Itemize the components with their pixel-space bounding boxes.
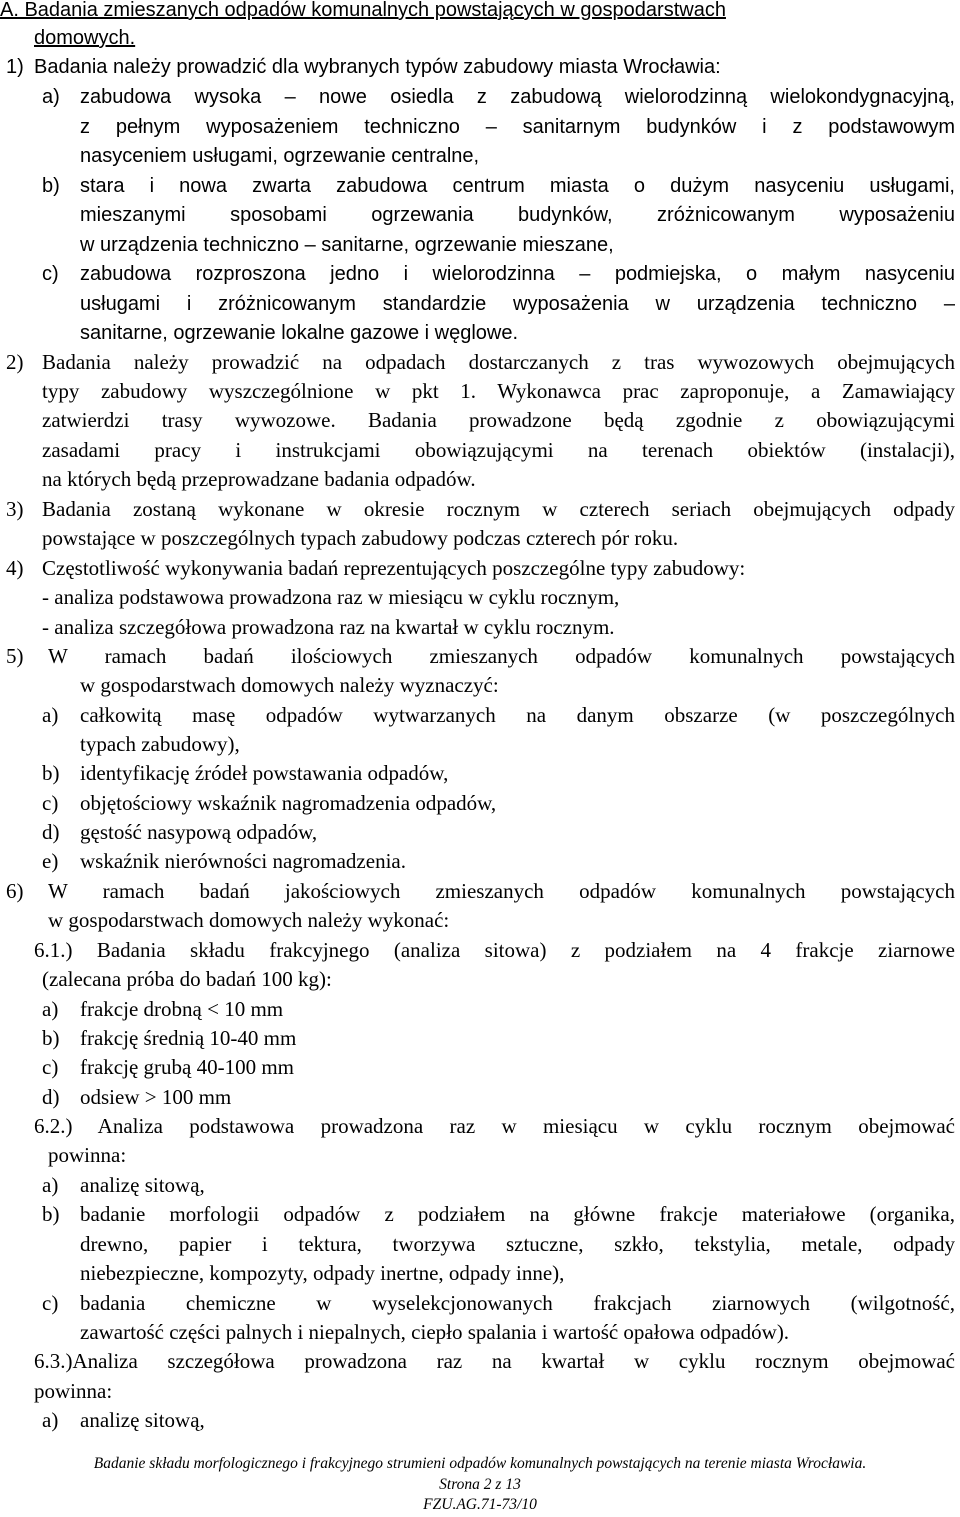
- paragraph-line: Badania należy prowadzić na odpadach dostarczanych z tras wywozowych obejmujących: [42, 350, 955, 374]
- list-text: badanie morfologii odpadów z podziałem na główne frakcje materiałowe (organika,: [80, 1202, 955, 1226]
- paragraph-line: W ramach badań ilościowych zmieszanych odpadów komunalnych powstających: [48, 644, 955, 668]
- paragraph-line: powinna:: [48, 1143, 127, 1167]
- list-text: nasyceniem usługami, ogrzewanie centralne,: [80, 145, 480, 167]
- list-label: a): [42, 86, 60, 108]
- list-text: stara i nowa zwarta zabudowa centrum miasta o dużym nasyceniu usługami,: [80, 175, 955, 197]
- paragraph-line: w gospodarstwach domowych należy wykonać:: [48, 908, 450, 932]
- list-text: typach zabudowy),: [80, 732, 240, 756]
- list-label: b): [42, 175, 60, 197]
- list-label: b): [42, 1026, 60, 1050]
- paragraph-line: (zalecana próba do badań 100 kg):: [42, 967, 332, 991]
- list-text: frakcje drobną < 10 mm: [80, 997, 284, 1021]
- paragraph-line: Częstotliwość wykonywania badań reprezentujących poszczególne typy zabudowy:: [42, 556, 746, 580]
- list-label: d): [42, 1085, 60, 1109]
- subsection-heading: 6.1.) Badania składu frakcyjnego (analiza sitowa) z podziałem na 4 frakcje ziarnowe: [34, 938, 955, 962]
- footer-title: Badanie składu morfologicznego i frakcyjnego strumieni odpadów komunalnych powstających na terenie miasta Wrocławia.: [93, 1455, 867, 1472]
- list-text: odsiew > 100 mm: [80, 1085, 232, 1109]
- document-reference: FZU.AG.71-73/10: [423, 1496, 537, 1513]
- list-text: - analiza podstawowa prowadzona raz w miesiącu w cyklu rocznym,: [42, 585, 620, 609]
- list-text: analizę sitową,: [80, 1173, 205, 1197]
- paragraph-line: zatwierdzi trasy wywozowe. Badania prowadzone będą zgodnie z obowiązującymi: [42, 408, 955, 432]
- list-text: frakcję średnią 10-40 mm: [80, 1026, 297, 1050]
- list-label: c): [42, 791, 59, 815]
- subsection-heading: 6.2.) Analiza podstawowa prowadzona raz w miesiącu w cyklu rocznym obejmować: [34, 1114, 955, 1138]
- list-label: b): [42, 761, 60, 785]
- paragraph-line: w gospodarstwach domowych należy wyznaczyć:: [80, 673, 499, 697]
- list-text: zabudowa rozproszona jedno i wielorodzinna – podmiejska, o małym nasyceniu: [80, 263, 955, 285]
- list-text: identyfikację źródeł powstawania odpadów,: [80, 761, 449, 785]
- subsection-heading: 6.3.)Analiza szczegółowa prowadzona raz na kwartał w cyklu rocznym obejmować: [34, 1349, 955, 1373]
- page-number: Strona 2 z 13: [439, 1476, 521, 1493]
- item-text: Badania należy prowadzić dla wybranych typów zabudowy miasta Wrocławia:: [34, 56, 721, 78]
- list-text: w urządzenia techniczno – sanitarne, ogrzewanie mieszane,: [80, 234, 614, 256]
- paragraph-line: typy zabudowy wyszczególnione w pkt 1. Wykonawca prac zaproponuje, a Zamawiający: [42, 379, 955, 403]
- list-text: zabudowa wysoka – nowe osiedla z zabudową wielorodzinną wielokondygnacyjną,: [80, 86, 955, 108]
- section-heading-cont: domowych.: [34, 27, 136, 49]
- list-text: analizę sitową,: [80, 1408, 205, 1432]
- list-label: e): [42, 849, 59, 873]
- list-text: zawartość części palnych i niepalnych, ciepło spalania i wartość opałowa odpadów).: [80, 1320, 790, 1344]
- list-label: a): [42, 1173, 59, 1197]
- list-label: b): [42, 1202, 60, 1226]
- list-text: niebezpieczne, kompozyty, odpady inertne, odpady inne),: [80, 1261, 565, 1285]
- list-text: gęstość nasypową odpadów,: [80, 820, 318, 844]
- list-label: c): [42, 1291, 59, 1315]
- list-label: c): [42, 1055, 59, 1079]
- paragraph-line: na których będą przeprowadzane badania odpadów.: [42, 467, 476, 491]
- list-label: a): [42, 1408, 59, 1432]
- list-text: z pełnym wyposażeniem techniczno – sanitarnym budynków i z podstawowym: [80, 116, 955, 138]
- paragraph-line: zasadami pracy i instrukcjami obowiązującymi na terenach obiektów (instalacji),: [42, 438, 955, 462]
- list-text: sanitarne, ogrzewanie lokalne gazowe i węglowe.: [80, 322, 519, 344]
- item-number: 3): [6, 497, 24, 521]
- list-text: frakcję grubą 40-100 mm: [80, 1055, 295, 1079]
- list-label: a): [42, 997, 59, 1021]
- list-text: - analiza szczegółowa prowadzona raz na kwartał w cyklu rocznym.: [42, 615, 615, 639]
- list-text: usługami i zróżnicowanym standardzie wyposażenia w urządzenia techniczno –: [80, 293, 955, 315]
- paragraph-line: Badania zostaną wykonane w okresie rocznym w czterech seriach obejmujących odpady: [42, 497, 955, 521]
- list-text: drewno, papier i tektura, tworzywa sztuczne, szkło, tekstylia, metale, odpady: [80, 1232, 955, 1256]
- list-text: całkowitą masę odpadów wytwarzanych na danym obszarze (w poszczególnych: [80, 703, 955, 727]
- item-number: 2): [6, 350, 24, 374]
- paragraph-line: powstające w poszczególnych typach zabudowy podczas czterech pór roku.: [42, 526, 679, 550]
- list-text: wskaźnik nierówności nagromadzenia.: [80, 849, 406, 873]
- list-text: mieszanymi sposobami ogrzewania budynków, zróżnicowanym wyposażeniu: [80, 204, 955, 226]
- list-label: a): [42, 703, 59, 727]
- list-label: c): [42, 263, 59, 285]
- item-number: 6): [6, 879, 24, 903]
- list-text: objętościowy wskaźnik nagromadzenia odpadów,: [80, 791, 497, 815]
- item-number: 1): [6, 56, 24, 78]
- paragraph-line: powinna:: [34, 1379, 113, 1403]
- list-text: badania chemiczne w wyselekcjonowanych frakcjach ziarnowych (wilgotność,: [80, 1291, 955, 1315]
- section-heading: A. Badania zmieszanych odpadów komunalnych powstających w gospodarstwach: [0, 0, 726, 21]
- list-label: d): [42, 820, 60, 844]
- paragraph-line: W ramach badań jakościowych zmieszanych odpadów komunalnych powstających: [48, 879, 955, 903]
- item-number: 5): [6, 644, 24, 668]
- item-number: 4): [6, 556, 24, 580]
